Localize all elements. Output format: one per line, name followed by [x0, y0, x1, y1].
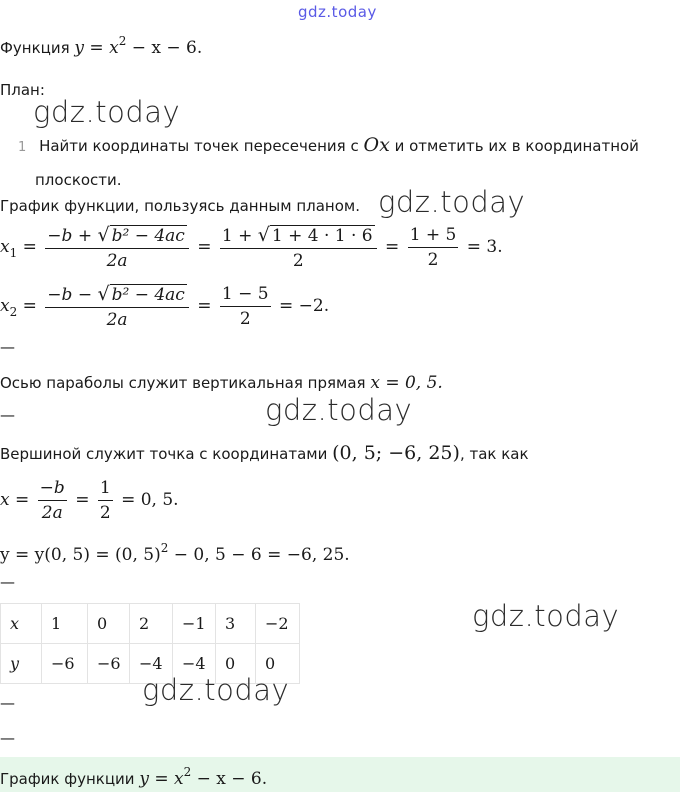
watermark-large-3: gdz.today: [265, 393, 413, 427]
table-cell: x: [1, 604, 42, 644]
root-x2-equation: $x_2$ = $\frac{\text{−b − √ b² − 4ac}}{2a}$ = $\frac{1 - 5}{2}$ = −2.: [0, 283, 330, 329]
x1-fraction-simplified: $\frac{1 + 5}{2}$: [409, 225, 457, 270]
footer-label: График функции: [0, 770, 135, 788]
table-cell: −2: [256, 604, 300, 644]
vertex-x-result: = 0, 5.: [121, 490, 179, 510]
x1-fraction-general: $\frac{\text{−b + √ b² − 4ac}}{2a}$: [45, 224, 189, 271]
function-line: [0, 34, 202, 58]
values-table: [0, 603, 300, 684]
vertex-line-text-after: , так как: [459, 445, 529, 463]
watermark-large-4: gdz.today: [472, 599, 620, 633]
x2-result: = −2.: [278, 296, 330, 316]
footer-highlight: [0, 757, 680, 792]
vertex-line-text: Вершиной служит точка с координатами: [0, 445, 328, 463]
table-cell: −4: [173, 644, 216, 684]
plan-item-text-after: и отметить их в координатной: [394, 137, 639, 155]
table-cell: 2: [130, 604, 173, 644]
table-cell: 3: [216, 604, 256, 644]
axis-line: [0, 373, 443, 393]
separator-dash-2: —: [0, 406, 15, 424]
plan-item-math: Ox: [363, 134, 390, 156]
table-cell: 0: [88, 604, 130, 644]
separator-dash-1: —: [0, 338, 15, 356]
vertex-x-fraction-general: $\frac{-b}{2a}$: [39, 478, 65, 523]
plan-item-1: [18, 134, 639, 156]
separator-dash-3: —: [0, 573, 15, 591]
plan-item-text: Найти координаты точек пересечения с: [39, 137, 359, 155]
separator-dash-5: —: [0, 729, 15, 747]
x1-result: = 3.: [466, 237, 503, 257]
plan-item-line2: плоскости.: [35, 171, 122, 189]
watermark-large-5: gdz.today: [142, 673, 290, 707]
table-cell: −1: [173, 604, 216, 644]
x1-fraction-substituted: $\frac{1 + √ 1 + 4 \cdot 1 \cdot 6}{2}$: [220, 224, 377, 271]
root-x1-equation: $x_1$ = $\frac{\text{−b + √ b² − 4ac}}{2a}$ = $\frac{1 + √ 1 + 4 \cdot 1 \cdot 6}{2}$ = $\frac{1 + 5}{2}$ = 3.: [0, 224, 503, 271]
vertex-y-equation: y = y(0, 5) = (0, 5)$^2$ − 0, 5 − 6 = −6, 25.: [0, 541, 350, 565]
table-cell: 0: [256, 644, 300, 684]
graph-by-plan-text: График функции, пользуясь данным планом.: [0, 197, 360, 215]
plan-label: План:: [0, 81, 45, 99]
watermark-large-2: gdz.today: [378, 185, 526, 219]
x2-fraction-general: $\frac{\text{−b − √ b² − 4ac}}{2a}$: [45, 283, 189, 329]
table-cell: y: [1, 644, 42, 684]
x2-fraction-substituted: $\frac{1 - 5}{2}$: [221, 284, 269, 329]
table-cell: −6: [42, 644, 88, 684]
function-label: Функция: [0, 39, 70, 57]
plan-item-number: 1: [18, 140, 27, 155]
footer-text: [0, 765, 267, 789]
vertex-line-math: (0, 5; −6, 25): [332, 442, 460, 464]
footer-formula: $y = x^2 - x - 6$.: [139, 765, 268, 789]
table-cell: 0: [216, 644, 256, 684]
table-cell: −6: [88, 644, 130, 684]
table-cell: 1: [42, 604, 88, 644]
watermark-small: gdz.today: [298, 3, 377, 21]
vertex-x-equation: x = $\frac{-b}{2a}$ = $\frac{1}{2}$ = 0, 5.: [0, 478, 179, 523]
vertex-line: [0, 442, 529, 464]
table-cell: −4: [130, 644, 173, 684]
table-row-x: [1, 604, 300, 644]
axis-line-text: Осью параболы служит вертикальная прямая: [0, 374, 366, 392]
watermark-large-1: gdz.today: [33, 95, 181, 129]
axis-line-math: x = 0, 5.: [370, 373, 443, 393]
vertex-x-fraction-substituted: $\frac{1}{2}$: [99, 478, 111, 523]
separator-dash-4: —: [0, 694, 15, 712]
function-formula: $y = x^2 - x - 6$.: [74, 34, 203, 58]
